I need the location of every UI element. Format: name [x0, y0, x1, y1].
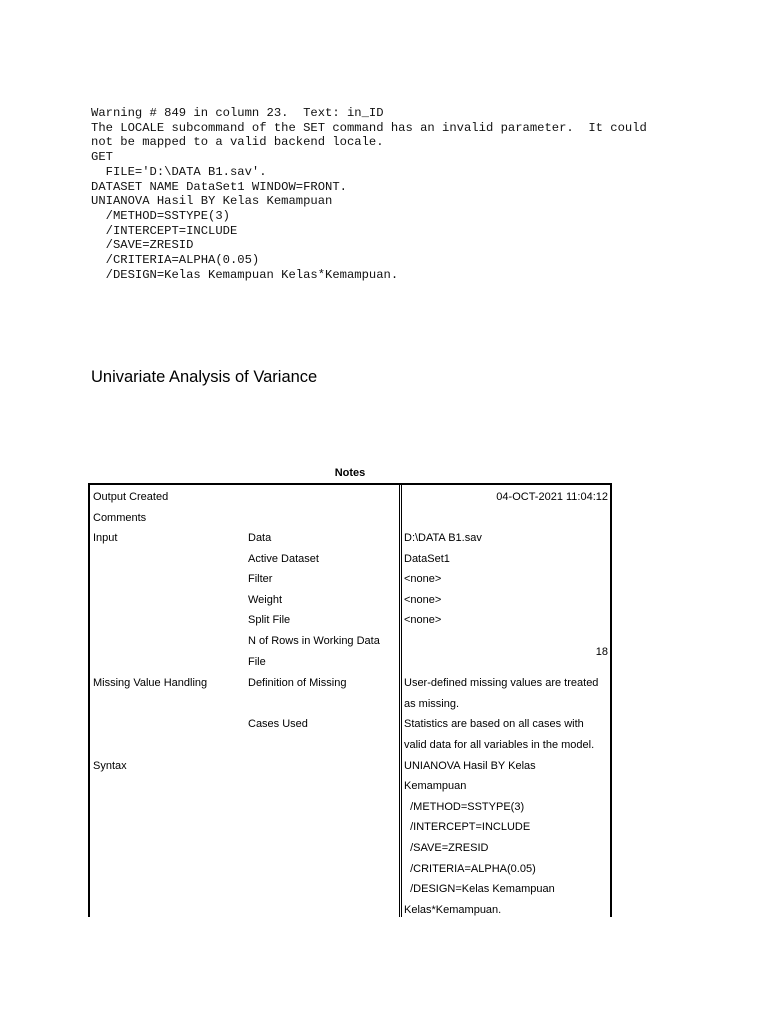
filter-label: Filter — [248, 573, 273, 585]
definition-of-missing-label: Definition of Missing — [248, 677, 347, 689]
comments-label: Comments — [93, 512, 147, 524]
cases-used-value-line1: Statistics are based on all cases with — [404, 718, 584, 730]
split-file-label: Split File — [248, 614, 291, 626]
weight-label: Weight — [248, 594, 283, 606]
output-created-label: Output Created — [93, 491, 169, 503]
syntax-line: /METHOD=SSTYPE(3) — [404, 801, 525, 813]
missing-value-handling-label: Missing Value Handling — [93, 677, 208, 689]
definition-of-missing-value-line1: User-defined missing values are treated — [404, 677, 599, 689]
notes-caption: Notes — [334, 467, 366, 479]
n-rows-value: 18 — [595, 646, 608, 658]
n-rows-label-line1: N of Rows in Working Data — [248, 635, 380, 647]
syntax-line: /SAVE=ZRESID — [404, 842, 489, 854]
section-title: Univariate Analysis of Variance — [91, 368, 318, 386]
filter-value: <none> — [404, 573, 442, 585]
syntax-line: Kelas*Kemampuan. — [404, 904, 502, 916]
cases-used-value-line2: valid data for all variables in the model. — [404, 739, 595, 751]
syntax-log: Warning # 849 in column 23. Text: in_ID The LOCALE subcommand of the SET command has an invalid parameter. It could not be mapped to a valid backend locale. GET FILE='D:\DATA B1.sav'. DATASET NAME DataSet1 WINDOW=FRONT. UNIANOVA Hasil BY Kelas Kemampuan /METHOD=SSTYPE(3) /INTERCEPT=INCLUDE /SAVE=ZRESID /CRITERIA=ALPHA(0.05) /DESIGN=Kelas Kemampuan Kelas*Kemampuan. — [91, 106, 647, 282]
cases-used-label: Cases Used — [248, 718, 308, 730]
data-value: D:\DATA B1.sav — [404, 532, 482, 544]
split-file-value: <none> — [404, 614, 442, 626]
syntax-label: Syntax — [93, 760, 127, 772]
definition-of-missing-value-line2: as missing. — [404, 698, 460, 710]
column-divider — [399, 483, 402, 917]
output-created-value: 04-OCT-2021 11:04:12 — [496, 491, 608, 503]
notes-table — [88, 483, 612, 917]
active-dataset-value: DataSet1 — [404, 553, 450, 565]
syntax-line: Kemampuan — [404, 780, 467, 792]
syntax-line: UNIANOVA Hasil BY Kelas — [404, 760, 536, 772]
syntax-line: /INTERCEPT=INCLUDE — [404, 821, 531, 833]
syntax-line: /CRITERIA=ALPHA(0.05) — [404, 863, 536, 875]
active-dataset-label: Active Dataset — [248, 553, 319, 565]
syntax-line: /DESIGN=Kelas Kemampuan — [404, 883, 555, 895]
input-label: Input — [93, 532, 118, 544]
weight-value: <none> — [404, 594, 442, 606]
data-label: Data — [248, 532, 272, 544]
n-rows-label-line2: File — [248, 656, 266, 668]
